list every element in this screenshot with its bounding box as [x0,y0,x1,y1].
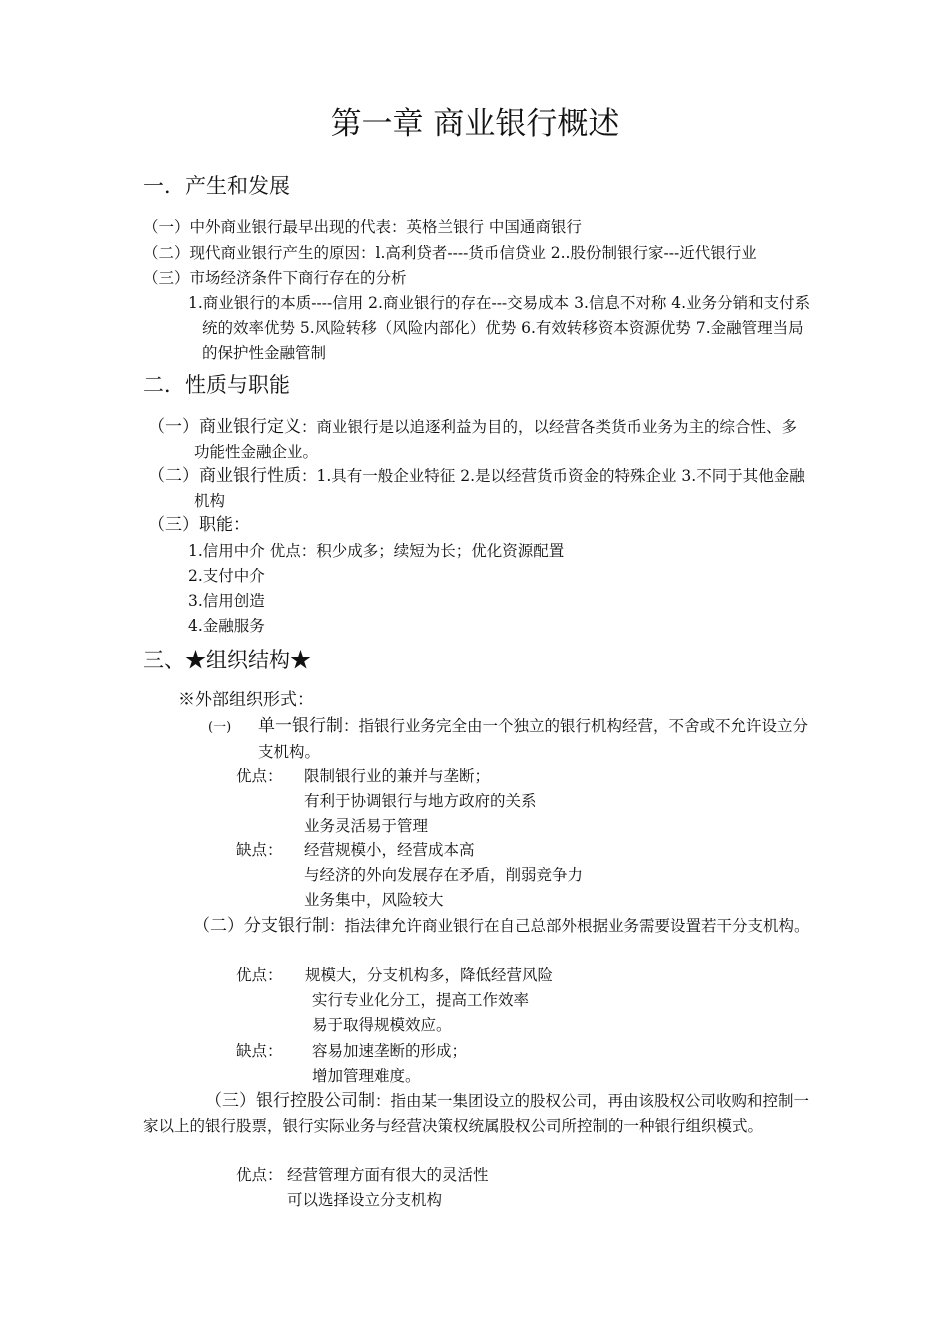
s1-line-3: （三）市场经济条件下商行存在的分析 [143,269,407,287]
s3-unit-dis-2: 与经济的外向发展存在矛盾，削弱竞争力 [304,866,584,884]
section-heading-2: 二．性质与职能 [143,373,290,397]
s2-function-1: 1.信用中介 优点：积少成多；续短为长；优化资源配置 [188,542,565,560]
s3-unit-adv-2: 有利于协调银行与地方政府的关系 [304,792,537,810]
s3-holding-adv-label: 优点： [236,1166,283,1184]
s3-holding-adv-1: 经营管理方面有很大的灵活性 [287,1166,489,1184]
s3-holding-body: ：指由某一集团设立的股权公司，再由该股权公司收购和控制一家以上的银行股票，银行实际业务与经营决策权统属股权公司所控制的一种银行组织模式。 [143,1092,810,1135]
s1-line-1: （一）中外商业银行最早出现的代表：英格兰银行 中国通商银行 [143,218,582,236]
s2-nature-body: ：1.具有一般企业特征 2.是以经营货币资金的特殊企业 3.不同于其他金融机构 [194,467,805,510]
s2-definition [148,415,812,465]
s3-holding-company [143,1089,812,1139]
s3-branch-dis-1: 容易加速垄断的形成； [312,1042,468,1060]
chapter-title: 第一章 商业银行概述 [330,106,620,142]
s3-unit-head: 单一银行制 [258,716,343,736]
s3-external-label: ※外部组织形式： [178,690,314,710]
s3-branch-adv-label: 优点： [236,966,283,984]
s1-line-2: （二）现代商业银行产生的原因：l.高利贷者----货币信贷业 2..股份制银行家---近代银行业 [143,244,757,262]
s3-unit-adv-3: 业务灵活易于管理 [304,817,429,835]
section-heading-1: 一．产生和发展 [143,174,290,198]
s3-branch-adv-3: 易于取得规模效应。 [312,1016,452,1034]
s2-definition-head: （一）商业银行定义 [148,417,301,437]
s3-unit-banking [208,714,812,765]
s2-definition-body: ：商业银行是以追逐利益为目的，以经营各类货币业务为主的综合性、多功能性金融企业。 [194,418,798,461]
s2-function-2: 2.支付中介 [188,567,265,585]
s2-function-3: 3.信用创造 [188,592,265,610]
s3-unit-dis-1: 经营规模小，经营成本高 [304,841,475,859]
s3-unit-adv-1: 限制银行业的兼并与垄断； [304,767,491,785]
s2-functions-head: （三）职能： [148,515,250,535]
s3-unit-prefix: (一) [208,720,232,735]
s3-holding-head: （三）银行控股公司制 [205,1091,375,1111]
s3-unit-dis-3: 业务集中，风险较大 [304,891,444,909]
s3-branch-adv-1: 规模大，分支机构多，降低经营风险 [305,966,554,984]
s3-holding-adv-2: 可以选择设立分支机构 [287,1191,443,1209]
s3-unit-dis-label: 缺点： [236,841,283,859]
s3-unit-adv-label: 优点： [236,767,283,785]
section-heading-3: 三、★组织结构★ [143,648,311,672]
s3-branch-banking [153,914,812,939]
s3-unit-body: ：指银行业务完全由一个独立的银行机构经营，不舍或不允许设立分支机构。 [258,717,809,761]
s3-branch-dis-label: 缺点： [236,1042,283,1060]
s1-analysis-paragraph [188,291,812,366]
s3-branch-adv-2: 实行专业化分工，提高工作效率 [312,991,530,1009]
s3-branch-dis-2: 增加管理难度。 [312,1067,421,1085]
s3-branch-head: （二）分支银行制 [193,916,329,936]
s2-nature-head: （二）商业银行性质 [148,466,301,486]
s1-analysis-text: 1.商业银行的本质----信用 2.商业银行的存在---交易成本 3.信息不对称 4.业务分销和支付系统的效率优势 5.风险转移（风险内部化）优势 6.有效转移资本资源优势 7.金融管理当局的保护性金融管制 [188,294,811,362]
s2-function-4: 4.金融服务 [188,617,265,635]
s3-branch-body: ：指法律允许商业银行在自己总部外根据业务需要设置若干分支机构。 [329,917,810,935]
s2-nature [148,464,812,514]
